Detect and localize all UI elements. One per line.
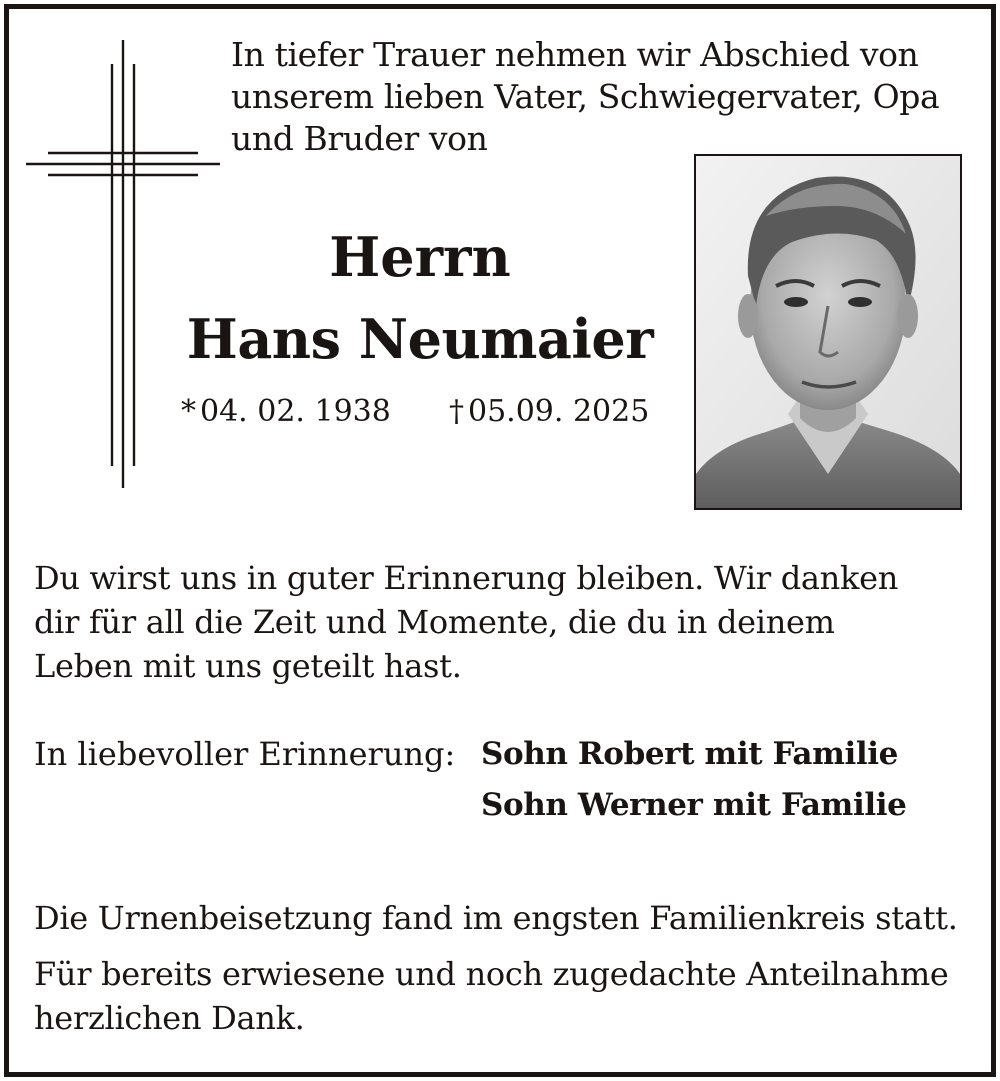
deceased-name: Hans Neumaier [186, 307, 654, 371]
burial-note [34, 896, 974, 940]
thanks-text [34, 952, 974, 1040]
death-date [449, 392, 649, 432]
farewell-text [34, 556, 974, 688]
birth-date-value: 04. 02. 1938 [200, 394, 391, 429]
intro-line: In tiefer Trauer nehmen wir Abschied von [231, 35, 919, 74]
death-date-value: 05.09. 2025 [468, 394, 650, 429]
thanks-line: Für bereits erwiesene und noch zugedachte Anteilnahme [34, 955, 949, 993]
farewell-line: Du wirst uns in guter Erinnerung bleiben. Wir danken [34, 559, 899, 597]
salutation: Herrn [329, 225, 511, 289]
intro-text [231, 34, 971, 160]
mourners-label: In liebevoller Erinnerung: [34, 735, 456, 773]
intro-line: unserem lieben Vater, Schwiegervater, Opa [231, 77, 940, 116]
burial-line: Die Urnenbeisetzung fand im engsten Familienkreis statt. [34, 899, 958, 937]
farewell-line: Leben mit uns geteilt hast. [34, 647, 462, 685]
birth-symbol: * [181, 394, 196, 429]
thanks-line: herzlichen Dank. [34, 999, 305, 1037]
intro-line: und Bruder von [231, 119, 488, 158]
portrait-photo-icon [696, 156, 960, 508]
mourner-entry: Sohn Werner mit Familie [481, 787, 907, 823]
farewell-line: dir für all die Zeit und Momente, die du in deinem [34, 603, 835, 641]
mourner-entry: Sohn Robert mit Familie [481, 736, 898, 772]
birth-date [181, 392, 391, 432]
portrait-photo [694, 154, 962, 510]
death-symbol: † [449, 394, 464, 429]
